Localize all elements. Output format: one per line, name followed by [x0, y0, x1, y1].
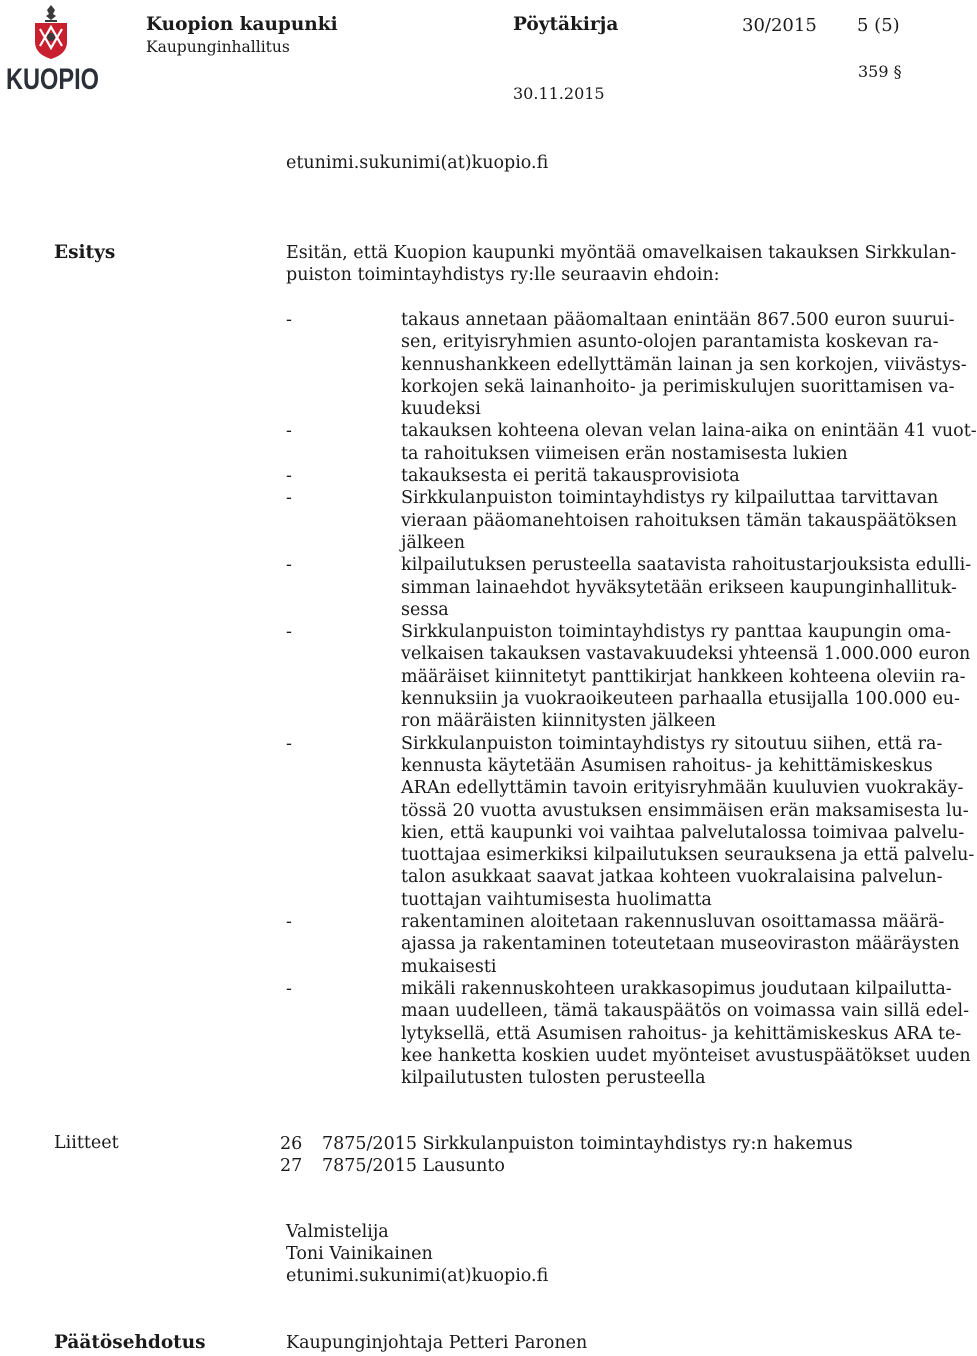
condition-line: ta rahoituksen viimeisen erän nostamisesta lukien [401, 443, 848, 464]
condition-item [286, 554, 972, 621]
condition-line: ron määräisten kiinnitysten jälkeen [401, 711, 716, 732]
condition-line: maan uudelleen, tämä takauspäätös on voimassa vain sillä edel- [401, 1001, 970, 1022]
list-dash: - [286, 555, 292, 576]
condition-line: Sirkkulanpuiston toimintayhdistys ry sitoutuu siihen, että ra- [401, 733, 943, 754]
doc-number: 30/2015 [742, 15, 817, 36]
condition-line: sessa [401, 599, 449, 620]
condition-line: jälkeen [401, 532, 466, 553]
condition-line: takauksen kohteena olevan velan laina-aika on enintään 41 vuot- [401, 421, 977, 442]
logo-text: KUOPIO [6, 63, 99, 96]
esitys-label: Esitys [54, 242, 116, 263]
kuopio-wordmark [6, 62, 100, 94]
kuopio-logo [4, 2, 100, 94]
condition-line: tuottajaa esimerkiksi kilpailutuksen seurauksena ja että palvelu- [401, 845, 975, 866]
esitys-intro-line: puiston toimintayhdistys ry:lle seuraavin ehdoin: [286, 265, 720, 286]
list-dash: - [286, 466, 292, 487]
condition-item [286, 621, 971, 732]
attachment-number: 27 [280, 1156, 303, 1176]
conditions-list [286, 309, 977, 1089]
condition-line: lytyksellä, että Asumisen rahoitus- ja kehittämiskeskus ARA te- [401, 1023, 962, 1044]
condition-line: määräiset kiinnitetyt panttikirjat hankkeen kohteena oleviin ra- [401, 666, 966, 687]
esitys-intro [286, 242, 957, 287]
page-number: 5 (5) [857, 15, 900, 36]
condition-line: kien, että kaupunki voi vaihtaa palvelutalossa toimivaa palvelu- [401, 822, 965, 843]
list-dash: - [286, 912, 292, 933]
condition-line: tuottajan vaihtumisesta huolimatta [401, 889, 712, 910]
condition-line: mukaisesti [401, 956, 497, 977]
list-dash: - [286, 310, 292, 330]
attachment-title: 7875/2015 Sirkkulanpuiston toimintayhdistys ry:n hakemus [322, 1134, 853, 1154]
org-name: Kuopion kaupunki [146, 14, 338, 35]
meeting-date: 30.11.2015 [513, 84, 605, 103]
list-dash: - [286, 421, 292, 442]
condition-item [286, 733, 975, 911]
paatosehdotus-text: Kaupunginjohtaja Petteri Paronen [286, 1333, 588, 1353]
liitteet-label: Liitteet [54, 1133, 119, 1153]
condition-item [286, 978, 971, 1089]
doc-type: Pöytäkirja [513, 14, 619, 35]
condition-text [401, 911, 959, 978]
coat-of-arms-icon [33, 4, 69, 60]
condition-item [286, 465, 956, 487]
condition-line: kee hanketta koskien uudet myönteiset avustuspäätökset uuden [401, 1045, 971, 1066]
attachment-number: 26 [280, 1134, 303, 1154]
condition-line: korkojen sekä lainanhoito- ja perimiskulujen suorittamisen va- [401, 376, 955, 397]
condition-line: kennusta käytetään Asumisen rahoitus- ja kehittämiskeskus [401, 755, 933, 776]
esitys-intro-line: Esitän, että Kuopion kaupunki myöntää omavelkaisen takauksen Sirkkulan- [286, 243, 957, 263]
condition-line: talon asukkaat saavat jatkaa kohteen vuokralaisina palvelun- [401, 867, 943, 888]
condition-text [401, 309, 967, 420]
condition-item [286, 420, 977, 465]
attachment-title: 7875/2015 Lausunto [322, 1156, 505, 1176]
condition-line: simman lainaehdot hyväksytetään erikseen kaupunginhallituk- [401, 577, 957, 598]
attachment-item [280, 1155, 505, 1177]
list-dash: - [286, 622, 292, 643]
condition-line: vieraan pääomanehtoisen rahoituksen tämän takauspäätöksen [401, 510, 957, 531]
condition-line: rakentaminen aloitetaan rakennusluvan osoittamassa määrä- [401, 912, 945, 933]
contact-email-top: etunimi.sukunimi(at)kuopio.fi [286, 153, 549, 173]
condition-line: ARAn edellyttämin tavoin erityisryhmään kuuluvien vuokrakäy- [401, 778, 964, 799]
condition-line: Sirkkulanpuiston toimintayhdistys ry kilpailuttaa tarvittavan [401, 488, 939, 509]
condition-text [401, 978, 971, 1089]
condition-line: velkaisen takauksen vastavakuudeksi yhteensä 1.000.000 euron [401, 644, 971, 665]
condition-line: kuudeksi [401, 399, 481, 420]
condition-item [286, 911, 960, 978]
condition-text [401, 420, 977, 465]
condition-item [286, 309, 967, 420]
paatosehdotus-label: Päätösehdotus [54, 1332, 206, 1353]
condition-line: kilpailutuksen perusteella saatavista rahoitustarjouksista edulli- [401, 555, 972, 576]
list-dash: - [286, 488, 292, 509]
condition-line: sen, erityisryhmien asunto-olojen parantamista koskevan ra- [401, 332, 939, 353]
condition-line: kennushankkeen edellyttämän lainan ja sen korkojen, viivästys- [401, 354, 967, 375]
condition-line: mikäli rakennuskohteen urakkasopimus joudutaan kilpailutta- [401, 978, 952, 999]
condition-item [286, 487, 956, 554]
condition-line: Sirkkulanpuiston toimintayhdistys ry panttaa kaupungin oma- [401, 622, 952, 643]
condition-line: kilpailutusten tulosten perusteella [401, 1068, 706, 1089]
list-dash: - [286, 733, 292, 754]
section-number: 359 § [858, 62, 902, 81]
committee-name: Kaupunginhallitus [146, 38, 290, 56]
condition-text [401, 487, 957, 554]
preparer-email: etunimi.sukunimi(at)kuopio.fi [286, 1266, 549, 1286]
condition-text [401, 554, 971, 621]
preparer-role: Valmistelija [286, 1222, 389, 1242]
condition-text [401, 465, 740, 487]
condition-line: kennuksiin ja vuokraoikeuteen parhaalla etusijalla 100.000 eu- [401, 689, 960, 710]
attachment-item [280, 1133, 853, 1155]
condition-text [401, 621, 970, 732]
condition-line: takaus annetaan pääomaltaan enintään 867.500 euron suurui- [401, 310, 955, 330]
condition-line: tössä 20 vuotta avustuksen ensimmäisen erän maksamisesta lu- [401, 800, 969, 821]
condition-line: ajassa ja rakentaminen toteutetaan museoviraston määräysten [401, 934, 960, 955]
preparer-name: Toni Vainikainen [286, 1244, 433, 1264]
condition-line: takauksesta ei peritä takausprovisiota [401, 466, 740, 487]
list-dash: - [286, 978, 292, 999]
condition-text [401, 733, 974, 911]
